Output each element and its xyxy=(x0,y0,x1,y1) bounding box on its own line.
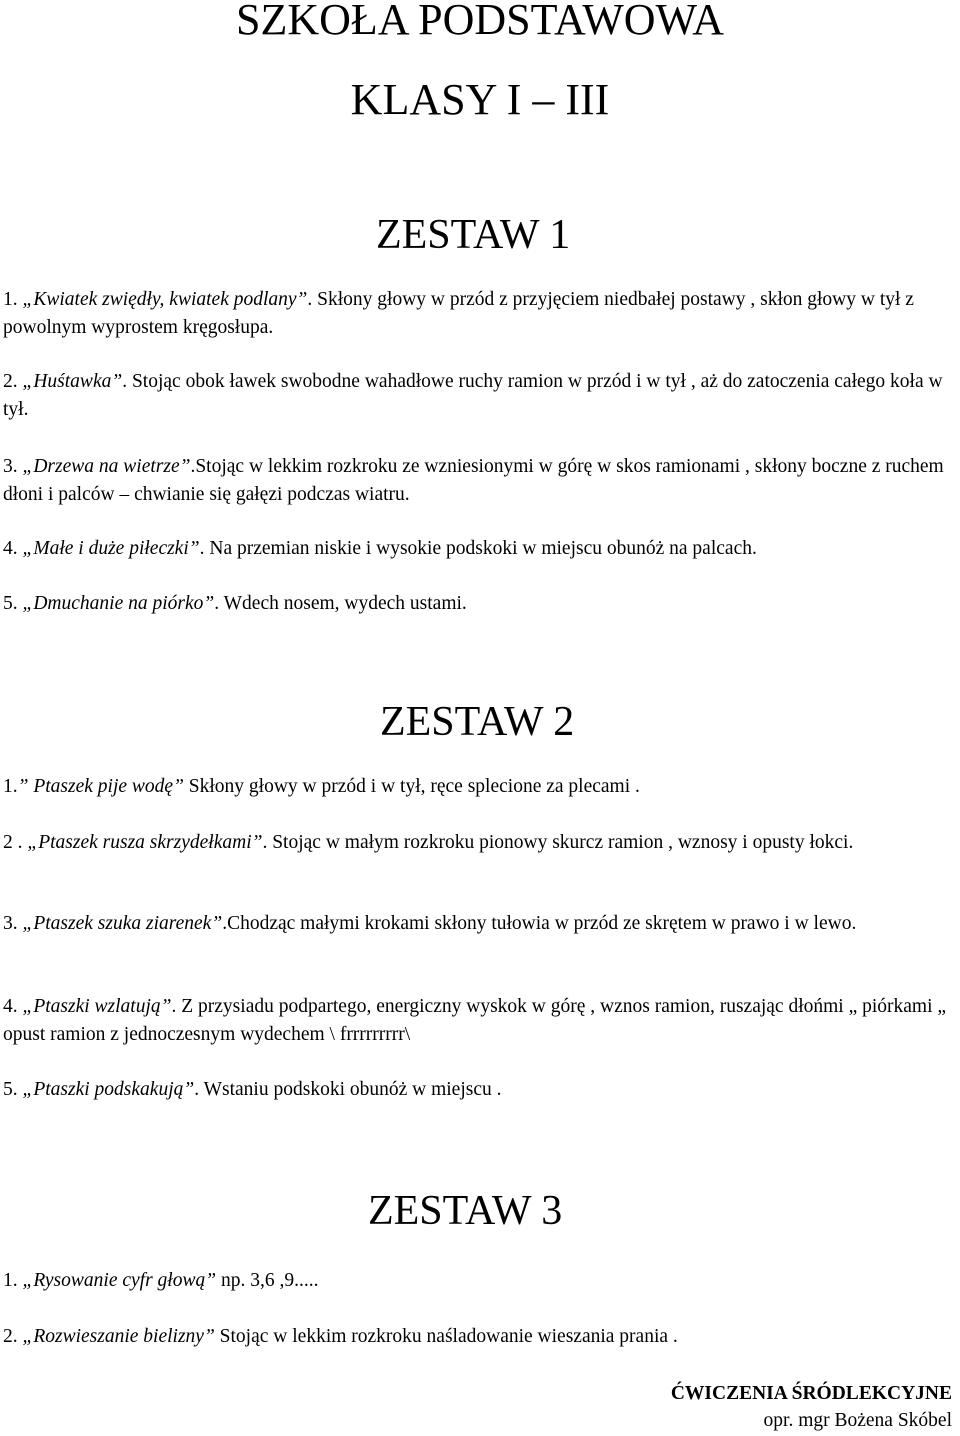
exercise-number: 3. xyxy=(3,456,23,477)
set-1-exercise-5 xyxy=(3,590,953,618)
exercise-description: . Stojąc obok ławek swobodne wahadłowe ruchy ramion w przód i w tył , aż do zatoczenia całego koła w tył. xyxy=(3,371,943,420)
author-credit: opr. mgr Bożena Skóbel xyxy=(763,1410,952,1431)
set-2-exercise-1 xyxy=(3,773,953,801)
set-2-exercise-3 xyxy=(3,910,953,938)
set-3-exercise-2 xyxy=(3,1323,953,1351)
exercise-title: „Ptaszek szuka ziarenek” xyxy=(22,913,223,934)
exercise-title: „Rysowanie cyfr głową” xyxy=(22,1270,217,1291)
exercise-number: 1. xyxy=(3,1270,23,1291)
set-2-title: ZESTAW 2 xyxy=(380,699,575,745)
exercise-description: Stojąc w lekkim rozkroku naśladowanie wieszania prania . xyxy=(214,1326,678,1347)
set-1-title: ZESTAW 1 xyxy=(376,212,571,258)
exercise-number: 3. xyxy=(3,913,23,934)
exercise-description: . Wstaniu podskoki obunóż w miejscu . xyxy=(194,1079,502,1100)
exercise-number: 1. xyxy=(3,776,18,797)
exercise-number: 5. xyxy=(3,593,23,614)
document-subtitle: ĆWICZENIA ŚRÓDLEKCYJNE xyxy=(670,1383,952,1404)
exercise-description: .Chodząc małymi krokami skłony tułowia w przód ze skrętem w prawo i w lewo. xyxy=(222,913,857,934)
exercise-number: 2 . xyxy=(3,832,28,853)
classes-title: KLASY I – III xyxy=(350,75,610,124)
exercise-title: „Huśtawka” xyxy=(22,371,123,392)
exercise-number: 5. xyxy=(3,1079,23,1100)
exercise-number: 4. xyxy=(3,538,23,559)
set-1-exercise-4 xyxy=(3,535,953,563)
set-2-exercise-2 xyxy=(3,829,953,857)
exercise-number: 1. xyxy=(3,289,23,310)
exercise-title: „Dmuchanie na piórko” xyxy=(22,593,215,614)
exercise-description: . Wdech nosem, wydech ustami. xyxy=(214,593,467,614)
exercise-description: . Skłony głowy w przód z przyjęciem niedbałej postawy , skłon głowy w tył z powolnym wyprostem kręgosłupa. xyxy=(3,289,914,338)
exercise-number: 2. xyxy=(3,1326,23,1347)
set-2-exercise-5 xyxy=(3,1076,953,1104)
exercise-title: ” Ptaszek pije wodę” xyxy=(17,776,184,797)
exercise-number: 2. xyxy=(3,371,23,392)
exercise-description: Skłony głowy w przód i w tył, ręce splecione za plecami . xyxy=(183,776,640,797)
exercise-number: 4. xyxy=(3,996,23,1017)
exercise-title: „Ptaszki podskakują” xyxy=(22,1079,195,1100)
exercise-description: np. 3,6 ,9..... xyxy=(216,1270,319,1291)
exercise-title: „Drzewa na wietrze” xyxy=(22,456,191,477)
exercise-title: „Rozwieszanie bielizny” xyxy=(22,1326,215,1347)
set-2-exercise-4 xyxy=(3,993,953,1049)
school-title: SZKOŁA PODSTAWOWA xyxy=(236,0,724,44)
set-1-exercise-2 xyxy=(3,368,953,424)
exercise-title: „Ptaszki wzlatują” xyxy=(22,996,172,1017)
set-3-title: ZESTAW 3 xyxy=(368,1188,563,1234)
exercise-description: . Z przysiadu podpartego, energiczny wyskok w górę , wznos ramion, ruszając dłońmi „ piórkami „ opust ramion z jednoczesnym wydechem \ frrrrrrrrr\ xyxy=(3,996,947,1045)
exercise-description: . Stojąc w małym rozkroku pionowy skurcz ramion , wznosy i opusty łokci. xyxy=(262,832,854,853)
exercise-description: .Stojąc w lekkim rozkroku ze wzniesionymi w górę w skos ramionami , skłony boczne z ruchem dłoni i palców – chwianie się gałęzi podczas wiatru. xyxy=(3,456,944,505)
exercise-description: . Na przemian niskie i wysokie podskoki w miejscu obunóż na palcach. xyxy=(199,538,757,559)
exercise-title: „Małe i duże piłeczki” xyxy=(22,538,200,559)
exercise-title: „Kwiatek zwiędły, kwiatek podlany” xyxy=(22,289,308,310)
set-1-exercise-1 xyxy=(3,286,953,342)
set-3-exercise-1 xyxy=(3,1267,953,1295)
exercise-title: „Ptaszek rusza skrzydełkami” xyxy=(27,832,263,853)
set-1-exercise-3 xyxy=(3,453,953,509)
